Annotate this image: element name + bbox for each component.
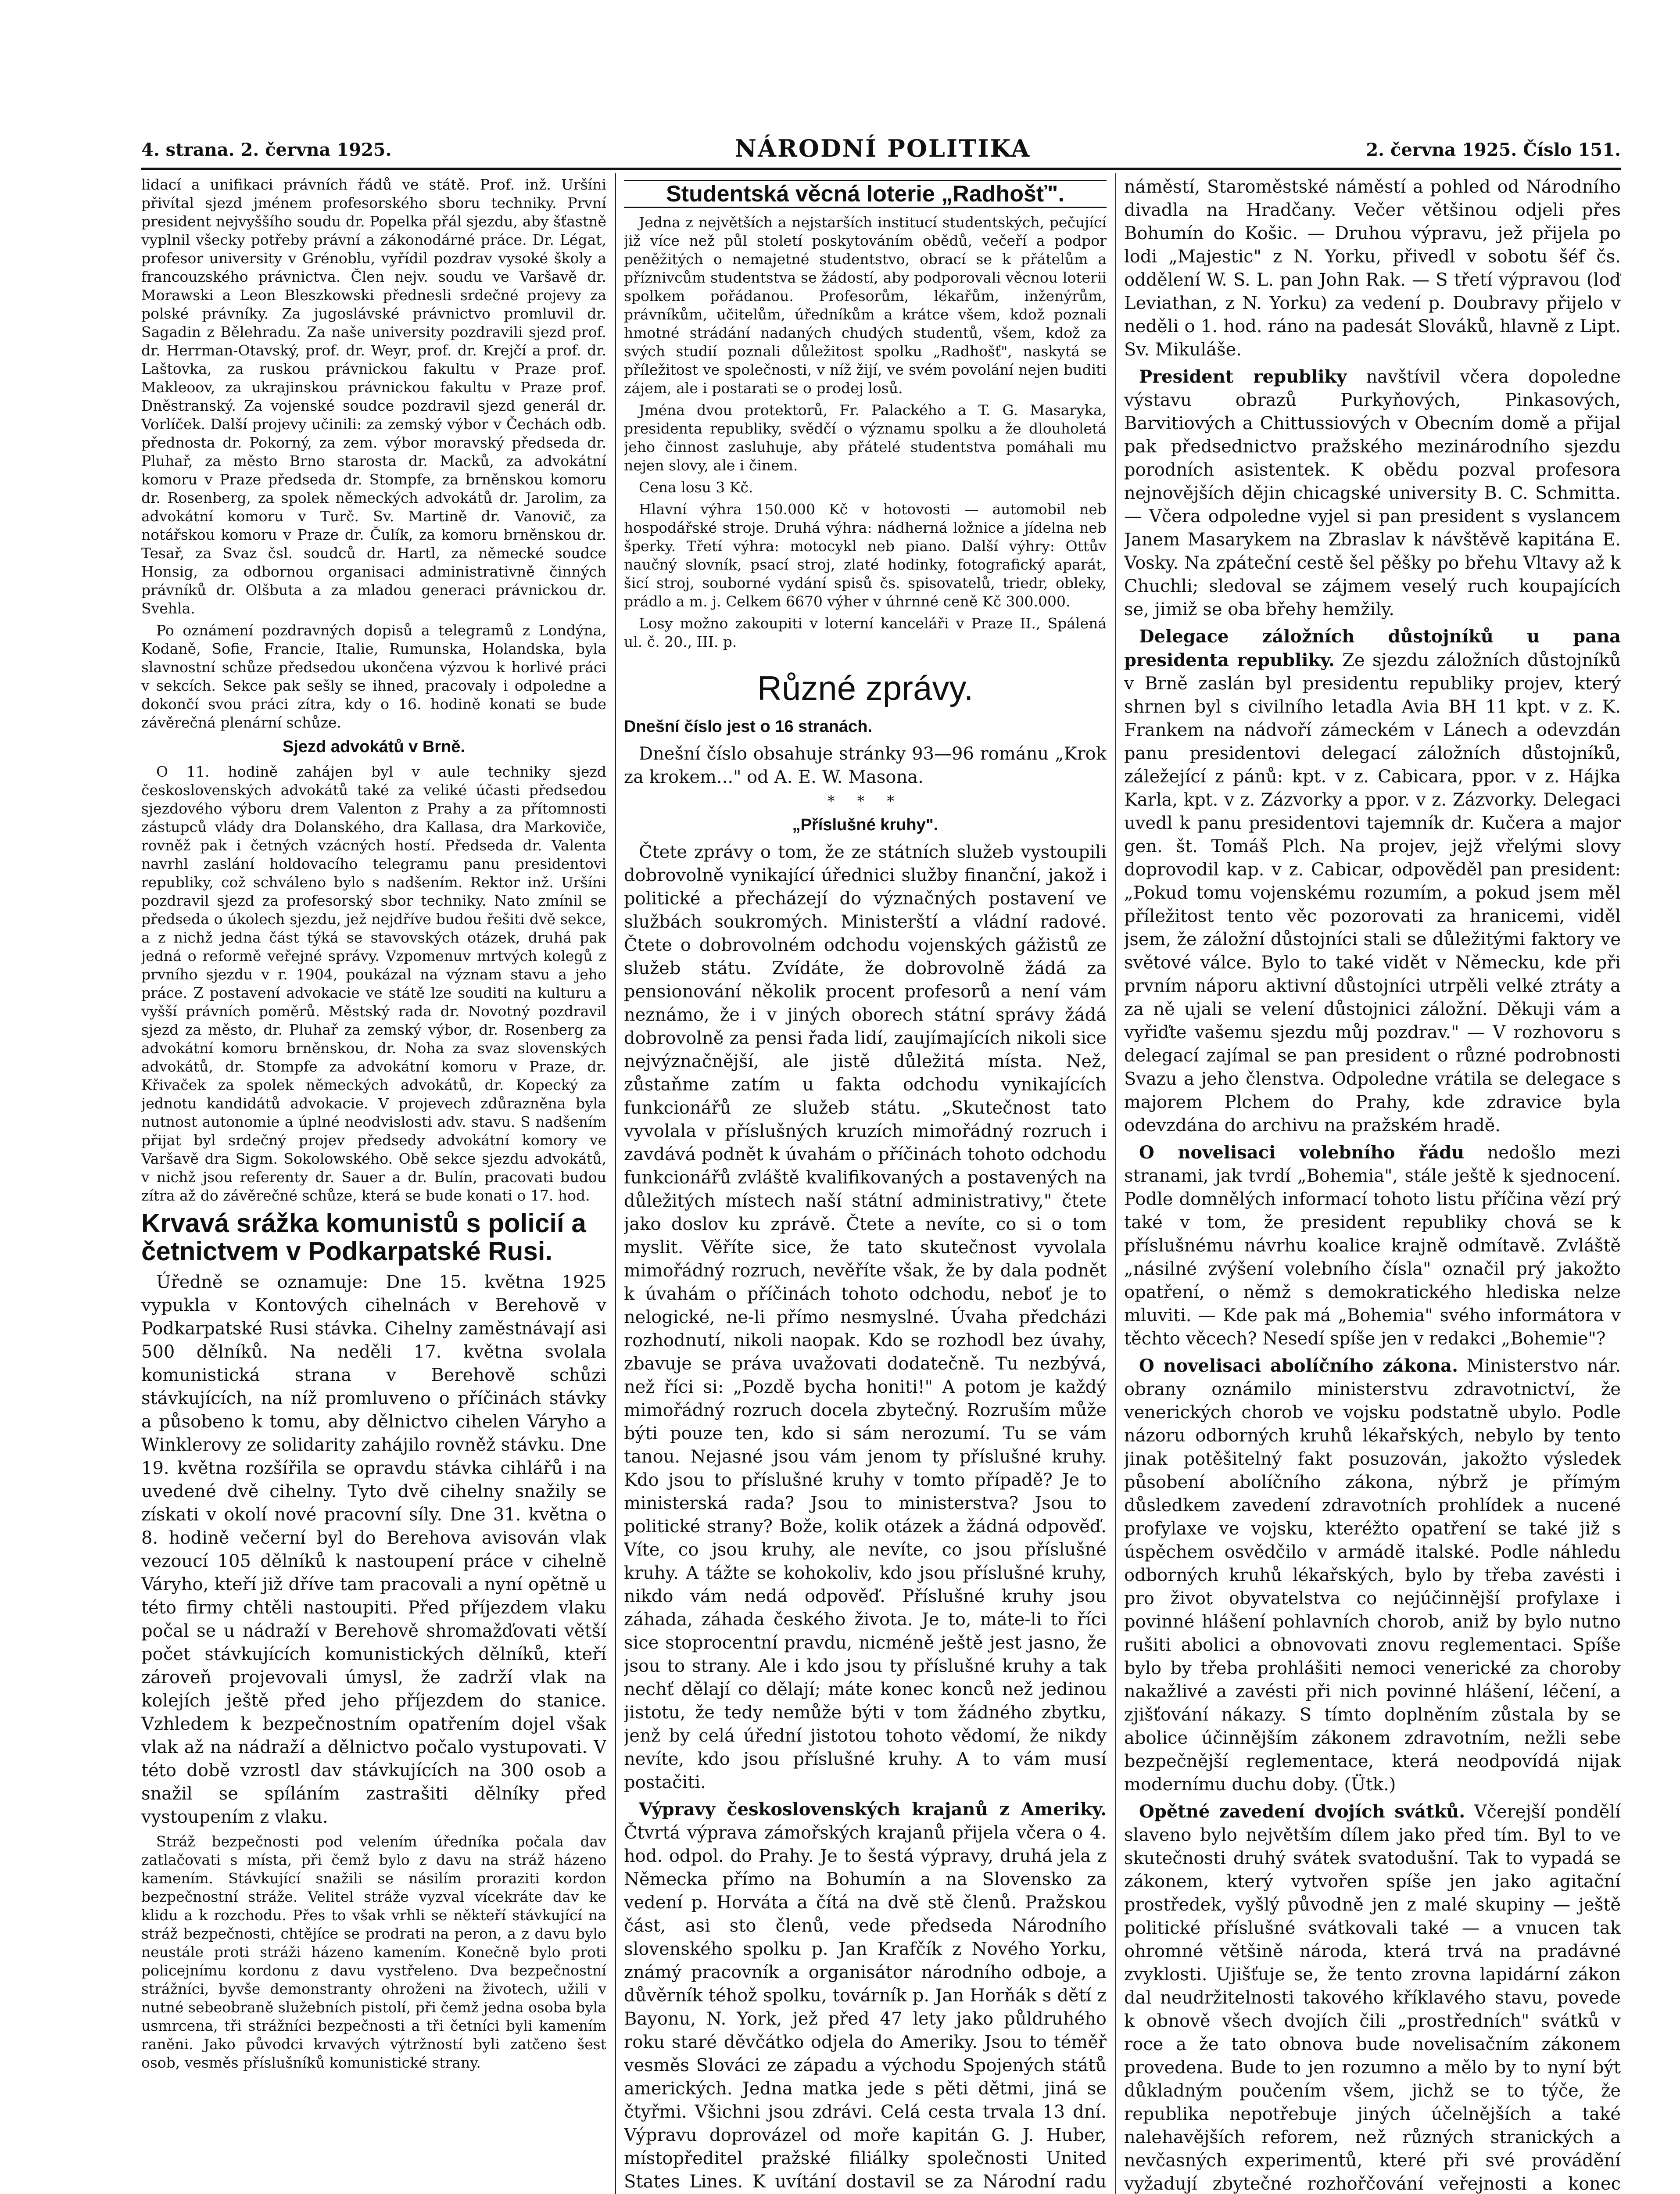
column-2 (624, 176, 1107, 2194)
article-text: Hlavní výhra 150.000 Kč v hotovosti — automobil neb hospodářské stroje. Druhá výhra: nádherná ložnice a jídelna neb šperky. Třetí výhra: motocykl neb piano. Další výhry: Ottův naučný slovník, psací stroj, zlaté hodinky, fotografický aparát, šicí stroj, souborné vydání spisů čs. spisovatelů, triedr, obleky, prádlo a m. j. Celkem 6670 výher v úhrnné ceně Kč 300.000. (624, 501, 1107, 610)
article-text: Po oznámení pozdravných dopisů a telegramů z Londýna, Kodaně, Sofie, Francie, Italie, Rumunska, Holandska, byla slavnostní schůze předsedou ukončena výzvou k horlivé práci v sekcích. Sekce pak sešly se ihned, pracovaly i odpoledne a dokončí svou práci zítra, kdy o 16. hodině konati se bude závěrečná plenární schůze. (141, 622, 606, 731)
article-text: O 11. hodině zahájen byl v aule techniky sjezd československých advokátů také za veliké účasti předsedou sjezdového výboru drem Valenton z Prahy a za přítomnosti zástupců vlády dra Dolanského, dra Kallasa, dra Markoviče, rovněž pak i četných vzácných hostí. Předseda dr. Valenta navrhl zaslání holdovacího telegramu panu presidentovi republiky, což schváleno bylo s nadšením. Rektor inž. Uršíni pozdravil sjezd za profesorský sbor techniky. Nato zmínil se předseda o úkolech sjezdu, jež nejdříve budou řešiti dvě sekce, a z nichž jedna část týká se stavovských otázek, druhá pak jedná o reformě veřejné správy. Vzpomenuv mrtvých kolegů z prvního sjezdu v r. 1904, poukázal na význam stavu a jeho práce. Z postavení advokacie ve státě lze souditi na kulturu a vyšší právních poměrů. Městský rada dr. Novotný pozdravil sjezd za město, dr. Pluhař za zemský výbor, dr. Rosenberg za advokátní komoru brněnskou, dr. Noha za svaz slovenských advokátů, dr. Stompfe za advokátní komoru v Praze, dr. Křivaček za spolek německých advokátů, dr. Kopecký za jednotu kandidátů advokacie. V projevech zdůrazněna byla nutnost autonomie a úplné neodvislosti adv. stavu. S nadšením přijat byl srdečný projev předsedy advokátní komory ve Varšavě dra Sigm. Sokolowského. Obě sekce sjezdu advokátů, v nichž jsou referenty dr. Sauer a dr. Bulín, pracovati budou zítra až do závěrečné schůze, která se bude konati o 17. hod. (141, 763, 606, 1204)
lead-president-republiky: President republiky (1139, 366, 1347, 387)
article-text: Dnešní číslo obsahuje stránky 93—96 románu „Krok za krokem..." od A. E. W. Masona. (624, 744, 1107, 787)
lead-vypravy-krajanu: Výpravy československých krajanů z Ameriky. (639, 1799, 1107, 1820)
article-text: Ministerstvo nár. obrany oznámilo ministerstvu zdravotnictví, že venerických chorob ve vojsku podstatně ubylo. Podle názoru odborných kruhů lékařských, nebylo by tento jinak potěšitelný fakt posuzován, jakožto výsledek působení abolíčního zákona, nýbrž je přímým důsledkem zavedení zdravotních prohlídek a nucené profylaxe ve vojsku, kteréžto opatření se také již s úspěchem osvědčilo v armádě italské. Podle náhledu odborných kruhů lékařských, bylo by třeba zavésti i pro život obyvatelstva co nejúčinnější profylaxe i povinné hlášení pohlavních chorob, aniž by bylo nutno rušiti abolici a obnovovati znovu reglementaci. Spíše bylo by třeba prohlášiti nemoci venerické za choroby nakažlivé a zavésti při nich povinné hlášení, léčení, a zjišťování nákazy. S tímto doplněním zůstala by se abolice účinnějším zákonem zdravotním, nežli sebe bezpečnější reglementace, která neodpovídá nijak modernímu duchu doby. (Ütk.) (1124, 1356, 1621, 1795)
article-text: Čtvrtá výprava zámořských krajanů přijela včera o 4. hod. odpol. do Prahy. Je to šestá výpravy, druhá jela z Německa přímo na Bohumín a na Slovensko za vedení p. Horváta a čítá na dvě stě členů. Pražskou část, asi sto členů, vede předseda Národního slovenského spolku p. Jan Krafčík z Nového Yorku, známý pracovník a organisátor národního odboje, a důvěrník téhož spolku, továrník p. Jan Horňák s dětí z Bayonu, N. York, jež před 47 lety jako půldruhého roku staré děvčátko odjela do Ameriky. Jsou to téměř vesměs Slováci ze západu a východu Spojených států amerických. Jedna matka jede s pěti dětmi, jiná se čtyřmi. Všichni jsou zdrávi. Celá cesta trvala 13 dní. Výpravu doprovázel od moře kapitán G. J. Huber, místopředitel pražské filiálky společnosti United States Lines. K uvítání dostavil se za Národní radu (624, 1823, 1107, 2192)
page-date-left: 4. strana. 2. června 1925. (141, 140, 392, 160)
column-divider (615, 173, 616, 2194)
column-divider (1115, 173, 1116, 2194)
article-text: nedošlo mezi stranami, jak tvrdí „Bohemia", stále ještě k sjednocení. Podle domnělých informací tohoto listu příčina vězí prý také v tom, že president republiky chová se k příslušnému návrhu koalice krajně odmítavě. Zvláště „násilné zvýšení volebního čísla" označil prý jakožto opatření, o němž s demokratického hlediska nelze mluviti. — Kde pak má „Bohemia" svého informátora v těchto věcech? Nesedí spíše jen v redakci „Bohemie"? (1124, 1143, 1621, 1349)
article-text: Čtete zprávy o tom, že ze státních služeb vystoupili dobrovolně vynikající úřednici služby finanční, jakož i politické a přecházejí do význačných postavení ve službách soukromých. Ministerští a vládní radové. Čtete o dobrovolném odchodu vojenských gážistů ze služeb státu. Zvídáte, že dobrovolně žádá za pensionování několik procent profesorů a není vám neznámo, že i v jiných oborech státní správy žádá dobrovolně za pensi řada lidí, zaujímajících nikoli sice nejvýznačnější, ale jistě důležitá místa. Než, zůstaňme zatím u fakta odchodu vynikajících funkcionářů ze služeb státu. „Skutečnost tato vyvolala v příslušných kruzích mimořádný rozruch i zavdává podnět k úvahám o příčinách tohoto odchodu funkcionářů zvláště kvalifikovaných a postavených na důležitých místech naší státní administrativy," čtete jako doslov ku zprávě. Čtete a nevíte, co si o tom myslit. Věříte sice, že tato skutečnost vyvolala mimořádný rozruch, nevěříte však, že by dala podnět k úvahám o příčinách tohoto odchodu, neboť je to nelogické, ne-li přímo nesmyslné. Úvaha předcházi rozhodnutí, nikoli naopak. Kdo se rozhodl bez úvahy, zbavuje se práva uvažovati dodatečně. Tu nezbývá, než říci si: „Pozdě bycha honiti!" A potom je každý mimořádný rozruch docela zbytečný. Rozruším může býti pouze ten, kdo si sám nerozumí. Tu se vám tanou. Nejasné jsou vám jenom ty příslušné kruhy. Kdo jsou to příslušné kruhy v tomto případě? Je to ministerská rada? Jsou to ministerstva? Jsou to politické strany? Bože, kolik otázek a žádná odpověď. Víte, co jsou kruhy, ale nevíte, co jsou příslušné kruhy. A tážte se kohokoliv, kdo jsou příslušné kruhy, nikdo vám nedá odpověď. Příslušné kruhy jsou záhada, záhada českého života. Je to, máte-li to říci sice stoprocentní pravdu, nicméně ještě jest jasno, že jsou to strany. Ale i kdo jsou ty příslušné kruhy a tak nechť dělají co dělají; máte konec konců než jedinou jistotu, že tedy nemůže býti v tom žádného zbytku, jenž by celá úřední jistotou tohoto vědomí, že nikdy nevíte, kdo jsou příslušné kruhy. A to vám musí postačiti. (624, 842, 1107, 1792)
headline-dnesni-cislo: Dnešní číslo jest o 16 stranách. (624, 717, 872, 736)
headline-krvava-srazka: Krvavá srážka komunistů s policií a četnictvem v Podkarpatské Rusi. (141, 1208, 586, 1266)
newspaper-title: NÁRODNÍ POLITIKA (734, 134, 1031, 162)
article-text: Stráž bezpečnosti pod velením úředníka počala dav zatlačovati s místa, při čemž bylo z davu na stráž házeno kamením. Stávkující snažili se násilím proraziti kordon bezpečnostní stráže. Velitel stráže vyzval vícekráte dav ke klidu a k rozchodu. Přes to však vrhli se někteří stávkující na stráž bezpečnosti, chtějíce se prodrati na peron, a z davu bylo neustále proti stráži házeno kamením. Konečně bylo proti policejnímu kordonu z davu vystřeleno. Dva bezpečnostní strážníci, byvše demonstranty ohroženi na životech, užili v nutné sebeobraně služebních pistolí, při čemž jedna osoba byla usmrcena, tři strážníci bezpečnosti a tři četníci byli kamením raněni. Jako původci krvavých výtržností byli zatčeno šest osob, vesměs příslušníků komunistické strany. (141, 1833, 606, 2071)
header-rule (141, 168, 1621, 170)
article-text: Úředně se oznamuje: Dne 15. května 1925 vypukla v Kontových cihelnách v Berehově v Podkarpatské Rusi stávka. Cihelny zaměstnávají asi 500 dělníků. Na neděli 17. května svolala komunistická strana v Berehově schůzi stávkujících, na níž promluveno o příčinách stávky a působeno k tomu, aby dělnictvo cihelen Váryho a Winklerovy ze solidarity zahájilo rovněž stávku. Dne 19. května rozšířila se opravdu stávka cihlářů i na uvedené dvě cihelny. Tyto dvě cihelny snažily se získati v okolí nové pracovní síly. Dne 31. května o 8. hodině večerní byl do Berehova avisován vlak vezoucí 105 dělníků k nastoupení práce v cihelně Váryho, kteří již dříve tam pracovali a nyní opětně u této firmy chtěli nastoupiti. Před příjezdem vlaku počal se u nádraží v Berehově shromažďovati větší počet stávkujících komunistických dělníků, kteří zároveň projevovali úmysl, že zadrží vlak na kolejích ještě před jeho příjezdem do stanice. Vzhledem k bezpečnostním opatřením dojel však vlak až na nádraží a dělnictvo počalo vystupovati. V této době vzrostl dav stávkujících na 300 osob a snažil se spíláním zastrašiti dělníky před vystoupením z vlaku. (141, 1272, 606, 1827)
issue-date-number: 2. června 1925. Číslo 151. (1366, 140, 1621, 160)
section-heading-ruzne-zpravy: Různé zprávy. (757, 669, 974, 707)
article-text: Jedna z největších a nejstarších institucí studentských, pečující již více než půl století poskytováním obědů, večeří a podpor peněžitých o nemajetné studentstvo, obrací se k přátelům a příznivcům studentstva se žádostí, aby podporovali věcnou loterii spolkem pořádanou. Profesorům, lékařům, inženýrům, právníkům, učitelům, úředníkům a krátce všem, kdož poznali hmotné strádání nadaných chudých studentů, všem, kdož za svých studií poznali důležitost spolku „Radhošť", naskytá se příležitost ve společnosti, v níž žijí, ve svém povolání nejen buditi zájem, ale i postarati se o prodej losů. (624, 214, 1107, 397)
column-3 (1124, 176, 1621, 2194)
article-text: Ze sjezdu záložních důstojníků v Brně zaslán byl presidentu republiky projev, který shrnen byl s civilního letadla Avia BH 11 kpt. v z. K. Frankem na nádvoří zámeckém v Lánech a odevzdán panu presidentovi delegací záložních důstojníků, záležející z pánů: kpt. v z. Cabicara, ppor. v z. Hájka Karla, kpt. v z. Zázvorky a ppor. v z. Zázvorky. Delegaci uvedl k panu presidentovi tajemník dr. Kučera a major gen. št. Tomáš Plch. Na projev, jejž vřelými slovy doprovodil kap. v z. Cabicar, odpověděl pan president: „Pokud tomu vojenskému rozumím, a pokud jsem měl příležitost tento věc pozorovati za hranicemi, viděl jsem, že záložní důstojníci stali se důležitými faktory ve světové válce. Bylo to také vidět v Německu, kde při prvním náporu aktivní důstojníci utrpěli velké ztráty a za ně ujali se velení důstojnici záložní. Děkuji vám a vyřiďte vašemu sjezdu můj pozdrav." — V rozhovoru s delegací zajímal se pan president o různé podrobnosti Svazu a jeho členstva. Odpoledne vrátila se delegace s majorem Plchem do Prahy, kde zdravice byla odevzdána do archivu na pražském hradě. (1124, 650, 1621, 1136)
masthead (141, 132, 1621, 167)
lead-novelisace-volebniho-radu: O novelisaci volebního řádu (1139, 1142, 1465, 1163)
article-text: navštívil včera dopoledne výstavu obrazů Purkyňových, Pinkasových, Barvitiových a Chittussiových v Obecním domě a přijal pak předsednictvo pražského mezinárodního sjezdu porodních asistentek. K obědu pozval profesora nejnovějších dějin chicagské university B. C. Schmitta. — Včera odpoledne vyjel si pan president s vyslancem Janem Masarykem na Zbraslav k návštěvě kapitána E. Vosky. Na zpáteční cestě šel pěšky po břehu Vltavy až k Chuchli; sledoval se zájmem veselý ruch koupajících se, jimiž se oba břehy hemžily. (1124, 367, 1621, 620)
article-text: Včerejší pondělí slaveno bylo největším dílem jako před tím. Byl to ve skutečnosti druhý svátek svatodušní. Tak to vypadá se zákonem, který vytvořen spíše jen jako agitační prostředek, vyšlý původně jen z malé skupiny — ještě politické příslušné svátkovali také — a vnucen tak ohromné většině národa, která trvá na pradávné zvyklosti. Ujišťuje se, že tento zrovna lapidární zákon dal neudržitelnosti takového kříklavého stavu, povede k obnově všech dvojích čili „prostředních" svátků v roce a že tato obnova bude novelisačním zákonem provedena. Bude to jen rozumno a mělo by to nyní být důkladným poučením všem, jichž se to týče, že republika nepotřebuje jiných účelnějších a také nalehavějších reforem, než různých stranických a nevčasných experimentů, které při své provádění vyžadují zbytečné rozhořčování veřejnosti a konec (1124, 1802, 1621, 2194)
article-text: Losy možno zakoupiti v loterní kanceláři v Praze II., Spálená ul. č. 20., III. p. (624, 615, 1107, 650)
separator-stars: * * * (827, 792, 903, 810)
column-1 (141, 176, 606, 2194)
lead-novelisace-abolicniho-zakona: O novelisaci abolíčního zákona. (1139, 1355, 1458, 1376)
article-text: Jména dvou protektorů, Fr. Palackého a T. G. Masaryka, presidenta republiky, svědčí o významu spolku a že dlouholetá jeho činnost zasluhuje, aby přátelé studentstva pomáhali mu nejen slovy, ale i činem. (624, 402, 1107, 474)
lead-dvoji-svatky: Opětné zavedení dvojích svátků. (1139, 1801, 1465, 1822)
article-text: lidací a unifikaci právních řádů ve státě. Prof. inž. Uršíni přivítal sjezd jménem profesorského sboru techniky. První president nejvyššího soudu dr. Popelka přál sjezdu, aby šťastně vyplnil všecky potřeby právní a zákonodárné práce. Dr. Légat, profesor university v Grénoblu, vyřídil pozdrav vysoké školy a francouzského právnictva. Člen nejv. soudu ve Varšavě dr. Morawski a Leon Bleszkowski přednesli srdečné projevy za polské právníky. Za jugoslávské právnictvo promluvil dr. Sagadin z Bělehradu. Za naše university pozdravili sjezd prof. dr. Herrman-Otavský, prof. dr. Weyr, prof. dr. Krejčí a prof. dr. Laštovka, za ruskou právnickou fakultu v Praze prof. Makleoov, za ukrajinskou právnickou fakultu v Praze prof. Dněstranský. Za vojenské soudce pozdravil sjezd generál dr. Vorlíček. Další projevy učinili: za zemský výbor v Čechách odb. přednosta dr. Pokorný, za zem. výbor moravský předseda dr. Pluhař, za město Brno starosta dr. Macků, za advokátní komoru v Praze předseda dr. Stompfe, za brněnskou komoru dr. Rosenberg, za spolek německých advokátů dr. Jarolim, za advokátní komoru v Turč. Sv. Martině dr. Vanovič, za notářskou komoru v Praze dr. Čulík, za komoru brněnskou dr. Tesař, za Svaz čsl. soudců dr. Hartl, za německé soudce Honsig, za odbornou organisaci administrativně činných právníků dr. Olšbuta a za mladou generaci právnickou dr. Svehla. (141, 176, 606, 617)
headline-loterie-radhost: Studentská věcná loterie „Radhošť". (624, 180, 1107, 208)
article-text: Cena losu 3 Kč. (639, 479, 753, 496)
newspaper-page (141, 132, 1621, 2194)
article-text: náměstí, Staroměstské náměstí a pohled od Národního divadla na Hradčany. Večer většinou odjeli přes Bohumín do Košic. — Druhou výpravu, jež přijela po lodi „Majestic" z N. Yorku, přivedl v sobotu šéf čs. oddělení W. S. L. pan John Rak. — S třetí výpravou (loď Leviathan, z N. Yorku) za vedení p. Doubravy přijelo v neděli o 1. hod. ráno na padesát Slováků, hlavně z Lipt. Sv. Mikuláše. (1124, 177, 1621, 360)
lead-delegace-zaloznich: Delegace záložních důstojníků u pana presidenta republiky. (1124, 626, 1621, 670)
headline-prislusne-kruhy: „Příslušné kruhy". (792, 816, 939, 834)
headline-sjezd-advokatu: Sjezd advokátů v Brně. (282, 738, 465, 756)
